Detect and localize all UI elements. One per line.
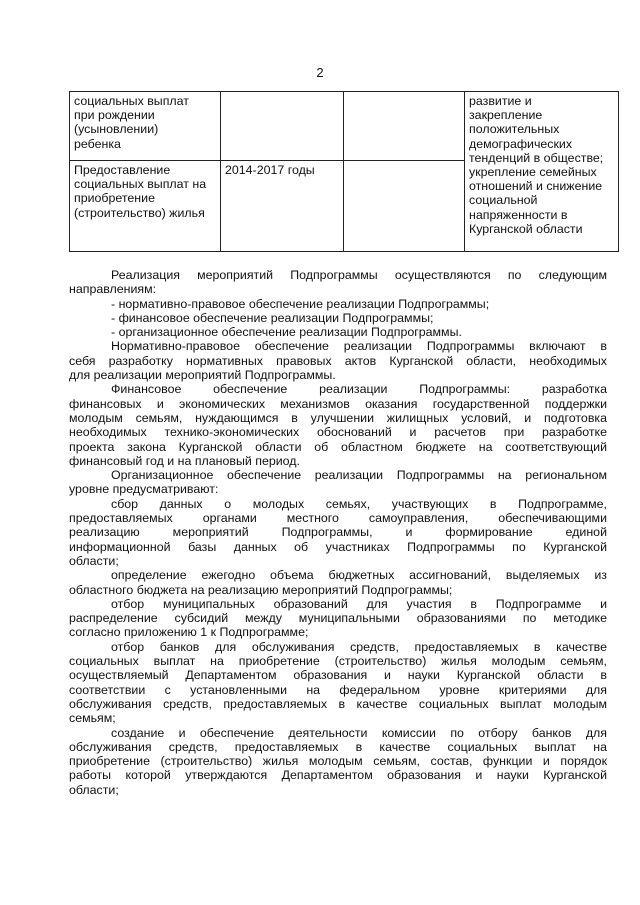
cell-text-line: развитие и <box>469 94 532 108</box>
table-cell-col2 <box>221 92 344 161</box>
cell-text-line: социальных выплат <box>74 94 189 108</box>
cell-text-line: отношений и снижение <box>469 179 603 194</box>
text-line: областного бюджета на реализацию мероприятий Подпрограммы; <box>69 582 453 597</box>
continuation-table <box>69 91 619 252</box>
table-row <box>70 92 619 161</box>
table-cell-col2 <box>221 161 344 252</box>
text-line: - организационное обеспечение реализации Подпрограммы. <box>111 325 462 340</box>
cell-text-line: (усыновлении) <box>74 122 159 137</box>
text-line: отбор банков для обслуживания средств, предоставляемых в качестве <box>111 639 607 654</box>
table-cell-col1 <box>70 92 221 161</box>
text-line: сбор данных о молодых семьях, участвующих в Подпрограмме, <box>111 496 607 511</box>
text-line: Финансовое обеспечение реализации Подпрограммы: разработка <box>111 382 607 397</box>
text-line: - финансовое обеспечение реализации Подпрограммы; <box>111 310 434 325</box>
text-line: Реализация мероприятий Подпрограммы осуществляются по следующим <box>111 268 607 282</box>
text-line: соответствии с установленными на федеральном уровне критериями для <box>69 682 607 697</box>
text-line: проекта закона Курганской области об областном бюджете на соответствующий <box>69 439 607 454</box>
text-line: Организационное обеспечение реализации Подпрограммы на региональном <box>111 468 607 483</box>
text-line: финансовый год и на плановый период. <box>69 453 300 468</box>
text-line: области; <box>69 782 119 797</box>
cell-text-line: укрепление семейных <box>469 165 597 180</box>
text-line: - нормативно-правовое обеспечение реализации Подпрограммы; <box>111 296 490 311</box>
cell-text-line: ребенка <box>74 136 121 151</box>
table-cell-col3 <box>344 92 465 161</box>
text-line: согласно приложению 1 к Подпрограмме; <box>69 625 309 640</box>
cell-text-line: напряженности в <box>469 207 568 222</box>
text-line: себя разработку нормативных правовых актов Курганской области, необходимых <box>69 353 607 368</box>
cell-text-line: при рождении <box>74 108 155 123</box>
cell-text-line: 2014-2017 годы <box>225 163 315 177</box>
text-line: приобретение (строительство) жилья молодым семьям, состав, функции и порядок <box>69 754 607 769</box>
text-line: реализацию мероприятий Подпрограммы, и формирование единой <box>69 525 607 540</box>
cell-text-line: демографических <box>469 136 573 151</box>
text-line: определение ежегодно объема бюджетных ассигнований, выделяемых из <box>111 568 607 583</box>
cell-text-line: положительных <box>469 122 560 137</box>
text-line: уровне предусматривают: <box>69 482 219 497</box>
text-line: необходимых технико-экономических обоснований и расчетов при разработке <box>69 425 607 440</box>
text-line: обслуживания средств, предоставляемых в качестве социальных выплат молодым <box>69 696 607 711</box>
page-number: 2 <box>316 65 324 80</box>
text-line: социальных выплат на приобретение (строительство) жилья молодым семьям, <box>69 654 607 669</box>
cell-text-line: закрепление <box>469 108 543 123</box>
text-line: молодым семьям, нуждающимся в улучшении жилищных условий, и подготовка <box>69 410 607 425</box>
cell-text-line: социальных выплат на <box>74 177 207 192</box>
text-line: создание и обеспечение деятельности комиссии по отбору банков для <box>111 725 607 740</box>
text-line: области; <box>69 553 119 568</box>
cell-text-line: (строительство) жилья <box>74 205 205 220</box>
text-line: отбор муниципальных образований для участия в Подпрограмме и <box>111 596 607 611</box>
text-line: финансовых и экономических механизмов оказания государственной поддержки <box>69 396 607 411</box>
text-line: направлениям: <box>69 282 157 297</box>
text-line: Нормативно-правовое обеспечение реализации Подпрограммы включают в <box>111 339 607 354</box>
cell-text-line: Предоставление <box>74 163 171 177</box>
cell-text-line: приобретение <box>74 191 155 206</box>
text-line: работы которой утверждаются Департаментом образования и науки Курганской <box>69 768 607 783</box>
text-line: распределение субсидий между муниципальными образованиями по методике <box>69 611 607 626</box>
text-line: информационной базы данных об участниках Подпрограммы по Курганской <box>69 539 607 554</box>
cell-text-line: тенденций в обществе; <box>469 150 604 165</box>
table-cell-col1 <box>70 161 221 252</box>
text-line: предоставляемых органами местного самоуправления, обеспечивающими <box>69 511 607 526</box>
table-cell-col4 <box>465 92 619 252</box>
text-line: обслуживания средств, предоставляемых в качестве социальных выплат на <box>69 739 607 754</box>
cell-text-line: социальной <box>469 193 538 208</box>
text-line: семьям; <box>69 711 116 726</box>
table-cell-col3 <box>344 161 465 252</box>
body-text <box>69 268 607 797</box>
cell-text-line: Курганской области <box>469 221 583 236</box>
text-line: осуществляемый Департаментом образования и науки Курганской области в <box>69 668 607 683</box>
text-line: для реализации мероприятий Подпрограммы. <box>69 368 336 383</box>
